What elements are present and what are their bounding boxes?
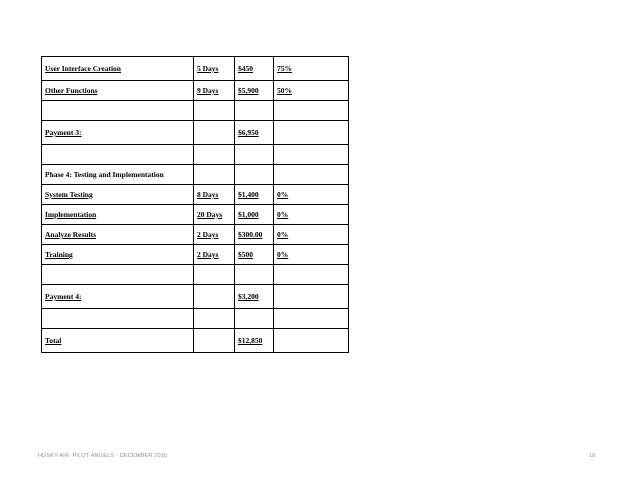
table-row (42, 265, 349, 285)
duration-cell (194, 121, 235, 145)
cost-cell (235, 101, 274, 121)
cost-cell: $3,200 (235, 285, 274, 309)
percent-cell: 0% (274, 185, 349, 205)
percent-cell: 50% (274, 81, 349, 101)
task-cell: System Testing (42, 185, 194, 205)
duration-cell: 20 Days (194, 205, 235, 225)
task-cell: Total (42, 329, 194, 353)
task-cell (42, 309, 194, 329)
task-cell (42, 265, 194, 285)
table-row (42, 185, 349, 205)
table-row (42, 121, 349, 145)
percent-cell (274, 165, 349, 185)
percent-cell (274, 121, 349, 145)
cost-cell: $5,900 (235, 81, 274, 101)
task-cell: Payment 3: (42, 121, 194, 145)
table-row (42, 145, 349, 165)
duration-cell: 5 Days (194, 57, 235, 81)
percent-cell: 0% (274, 245, 349, 265)
duration-cell (194, 145, 235, 165)
task-cell: Other Functions (42, 81, 194, 101)
table-row (42, 329, 349, 353)
table-row (42, 57, 349, 81)
duration-cell (194, 101, 235, 121)
percent-cell (274, 309, 349, 329)
duration-cell: 8 Days (194, 185, 235, 205)
task-cell: Training (42, 245, 194, 265)
table-row (42, 205, 349, 225)
duration-cell (194, 309, 235, 329)
percent-cell (274, 329, 349, 353)
cost-cell: $6,950 (235, 121, 274, 145)
cost-cell: $500 (235, 245, 274, 265)
table-row (42, 81, 349, 101)
duration-cell: 9 Days (194, 81, 235, 101)
cost-cell: $450 (235, 57, 274, 81)
task-cell (42, 145, 194, 165)
percent-cell (274, 265, 349, 285)
budget-table (41, 56, 349, 353)
cost-cell: $300.00 (235, 225, 274, 245)
duration-cell (194, 285, 235, 309)
table-row (42, 225, 349, 245)
task-cell: User Interface Creation (42, 57, 194, 81)
task-cell: Implementation (42, 205, 194, 225)
table-row (42, 165, 349, 185)
percent-cell: 75% (274, 57, 349, 81)
page-number: 18 (589, 453, 596, 459)
duration-cell (194, 329, 235, 353)
cost-cell: $12,850 (235, 329, 274, 353)
percent-cell (274, 101, 349, 121)
cost-cell: $1,400 (235, 185, 274, 205)
cost-cell (235, 145, 274, 165)
task-cell: Analyze Results (42, 225, 194, 245)
percent-cell: 0% (274, 205, 349, 225)
percent-cell (274, 145, 349, 165)
table-row (42, 245, 349, 265)
duration-cell: 2 Days (194, 225, 235, 245)
table-row (42, 285, 349, 309)
duration-cell (194, 265, 235, 285)
percent-cell: 0% (274, 225, 349, 245)
cost-cell (235, 265, 274, 285)
percent-cell (274, 285, 349, 309)
table-row (42, 101, 349, 121)
duration-cell (194, 165, 235, 185)
cost-cell (235, 165, 274, 185)
cost-cell: $1,000 (235, 205, 274, 225)
cost-cell (235, 309, 274, 329)
task-cell: Payment 4: (42, 285, 194, 309)
footer-text: HUSKY AIR: PILOT ANGELS - DECEMBER 2015 (38, 453, 168, 459)
duration-cell: 2 Days (194, 245, 235, 265)
table-row (42, 309, 349, 329)
task-cell (42, 101, 194, 121)
phase-heading-cell: Phase 4: Testing and Implementation (42, 165, 194, 185)
